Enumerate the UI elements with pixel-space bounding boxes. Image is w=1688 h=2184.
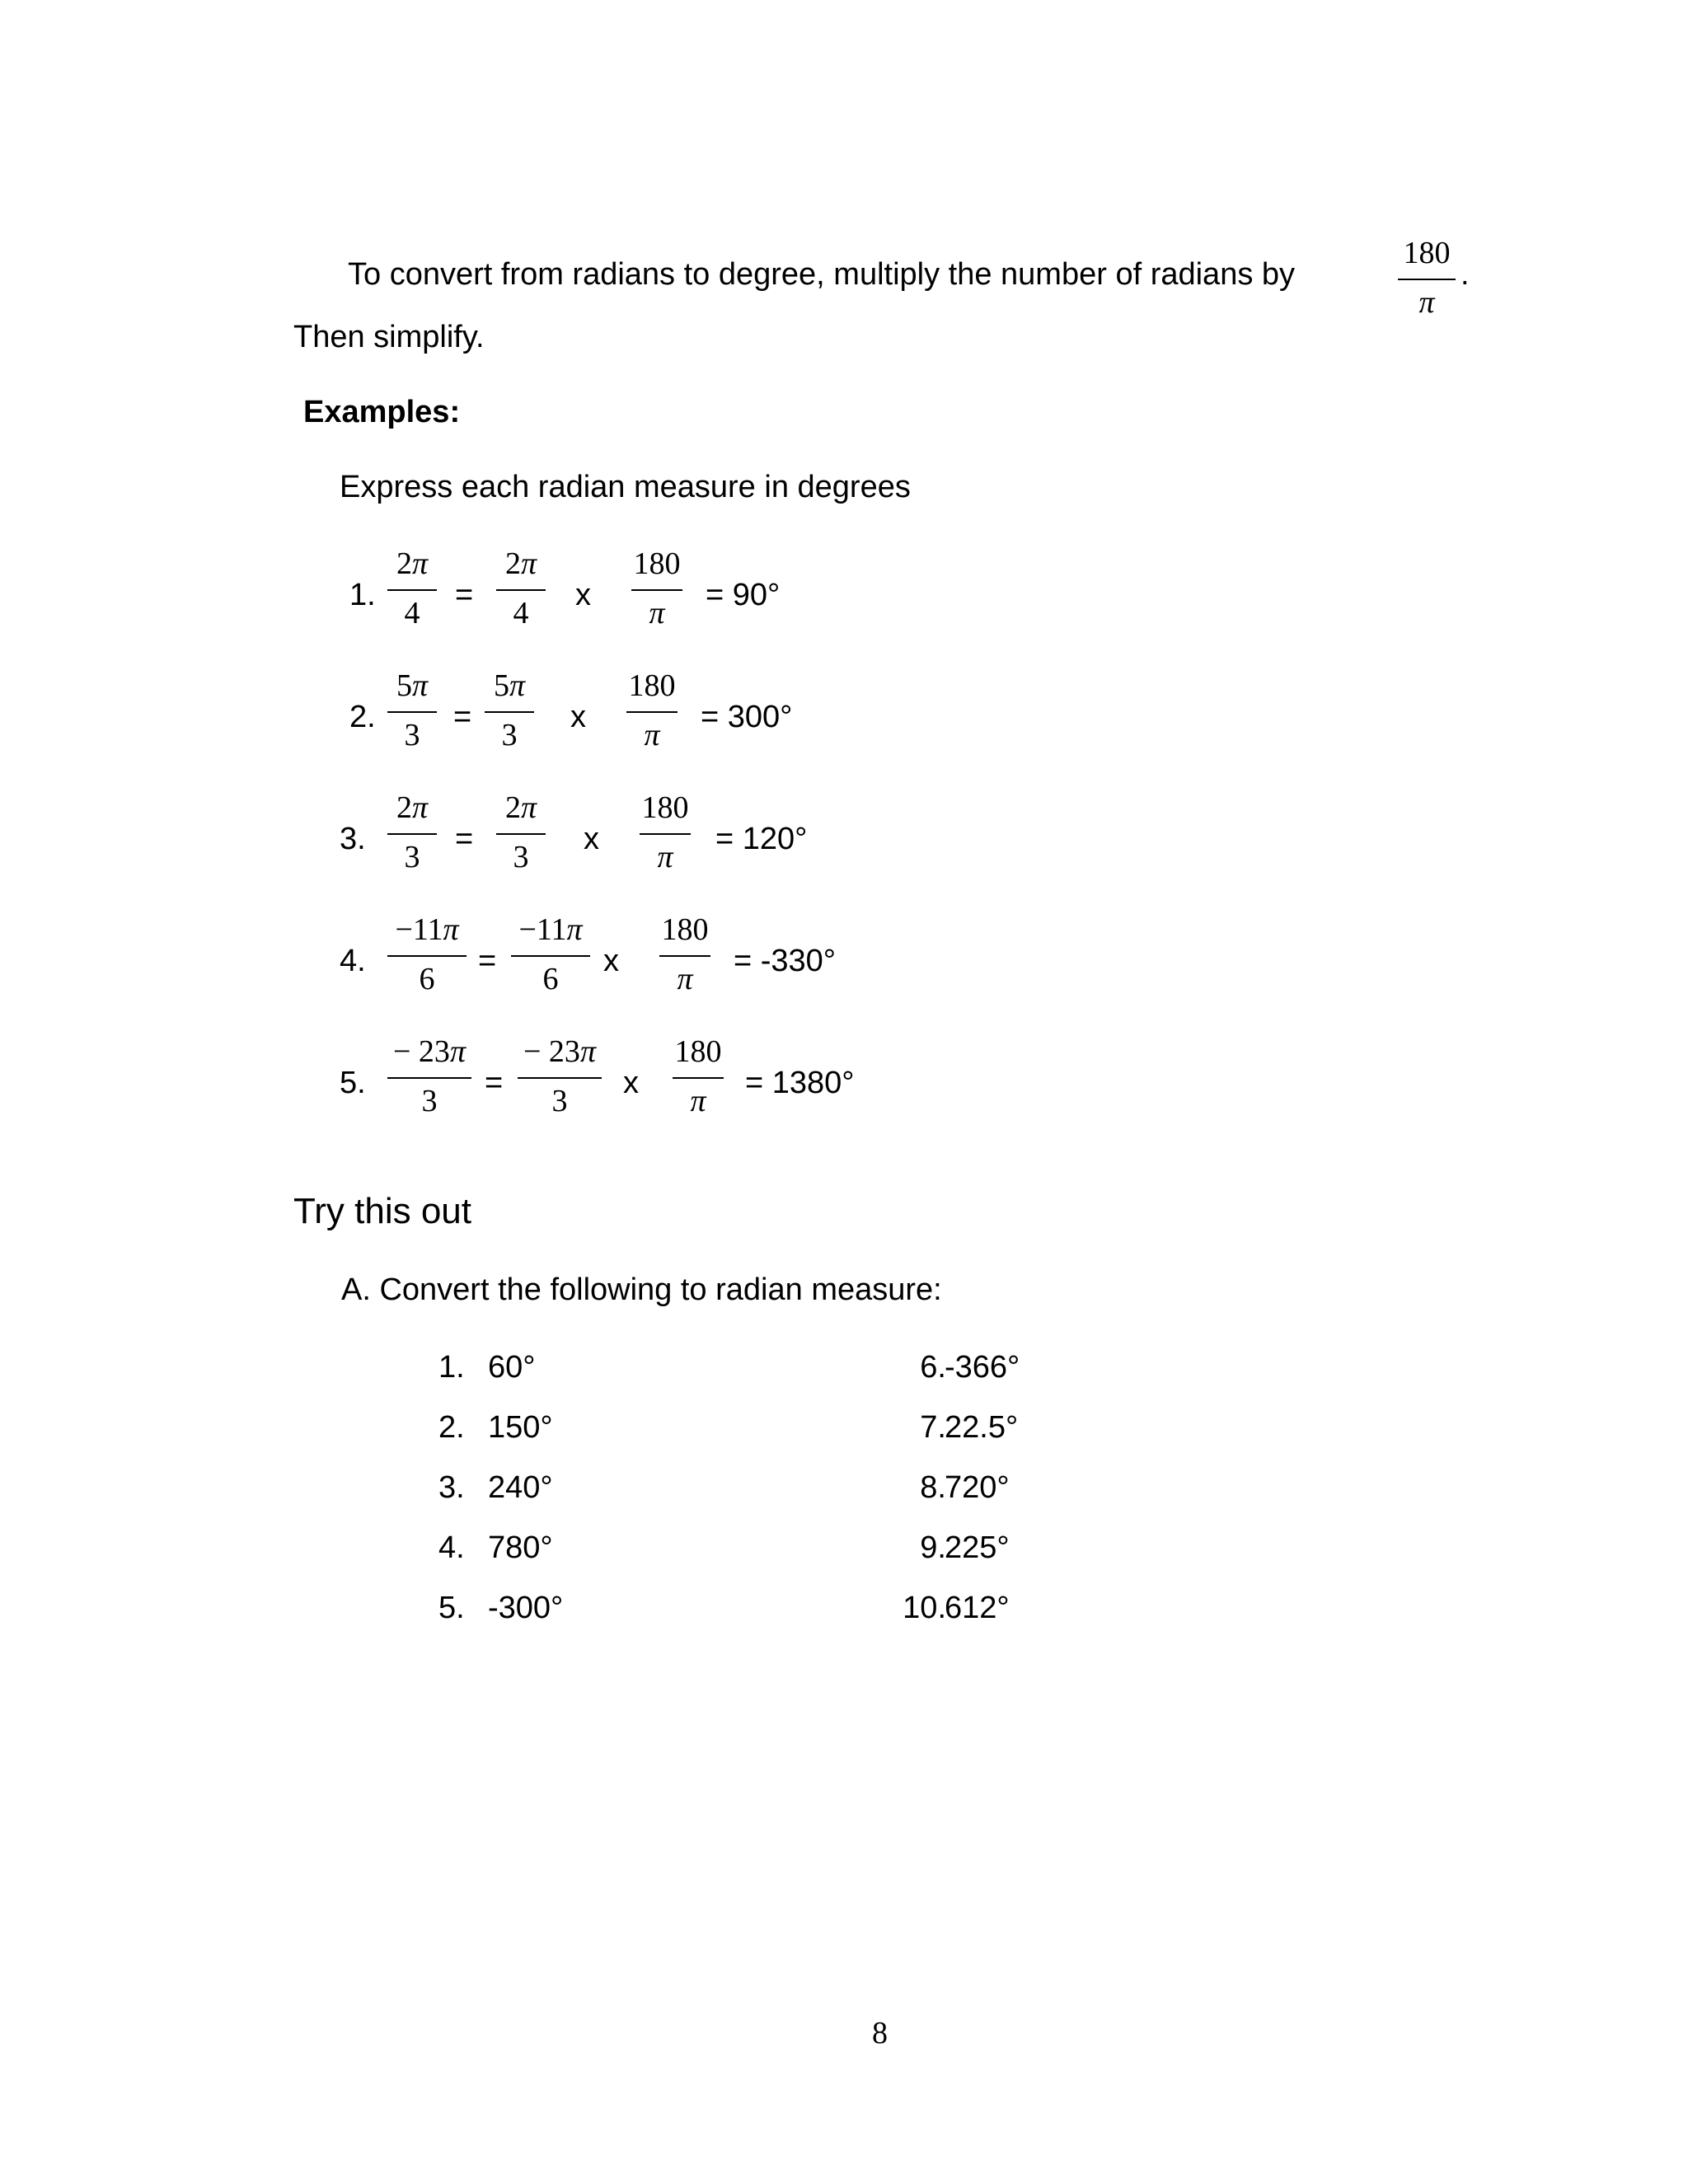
example-row [0,792,1688,891]
exercise-value: 22.5° [945,1410,1019,1445]
conversion-denominator: π [690,1084,706,1118]
rhs-denominator: 3 [513,840,529,874]
rhs-fraction [496,792,546,883]
exercise-value: 780° [488,1530,553,1565]
examples-heading: Examples: [303,395,461,429]
try-heading: Try this out [293,1191,471,1231]
times-sign: x [575,578,591,612]
equals-sign: = [478,944,497,978]
exercise-number: 10. [903,1591,946,1625]
conversion-fraction [673,1036,724,1127]
fraction-bar [387,833,437,835]
pi-symbol: π [411,546,429,581]
lhs-fraction [387,670,437,761]
fraction-bar [1398,279,1456,280]
rhs-numerator: 2 [504,790,521,825]
conversion-denominator: π [657,840,673,874]
conversion-numerator: 180 [628,668,676,703]
exercise-value: 60° [488,1350,536,1385]
times-sign: x [570,700,586,734]
pi-symbol: π [509,668,526,703]
exercise-value: 720° [945,1470,1010,1505]
exercise-number: 1. [438,1350,465,1385]
exercise-number: 5. [438,1591,465,1625]
conversion-denominator: π [649,596,665,630]
exercise-value: 150° [488,1410,553,1445]
equals-sign: = [455,822,474,856]
conversion-numerator: 180 [633,546,681,581]
example-number: 2. [349,700,376,734]
rhs-fraction [485,670,534,761]
fraction-bar [673,1077,724,1079]
example-result: = 300° [701,700,793,734]
lhs-denominator: 3 [421,1084,438,1118]
page-number: 8 [872,2016,888,2050]
intro-fraction-denominator: π [1418,285,1435,320]
pi-symbol: π [520,790,537,825]
example-result: = 120° [715,822,808,856]
lhs-numerator: 5 [396,668,412,703]
rhs-denominator: 3 [551,1084,568,1118]
example-number: 5. [340,1066,366,1100]
conversion-denominator: π [644,718,660,752]
lhs-numerator: 2 [396,546,412,581]
section-a-instruction: A. Convert the following to radian measure: [341,1272,942,1307]
lhs-fraction [387,792,437,883]
rhs-fraction [518,1036,602,1127]
equals-sign: = [453,700,472,734]
intro-fraction [1398,237,1456,328]
times-sign: x [603,944,619,978]
exercise-number: 9. [920,1530,946,1565]
examples-instruction: Express each radian measure in degrees [340,470,911,504]
lhs-denominator: 6 [419,962,435,996]
fraction-bar [511,955,590,957]
fraction-bar [626,711,678,713]
conversion-numerator: 180 [661,912,709,947]
conversion-numerator: 180 [641,790,689,825]
conversion-fraction [631,548,682,639]
rhs-denominator: 3 [501,718,518,752]
lhs-fraction [387,1036,471,1127]
lhs-denominator: 4 [404,596,420,630]
lhs-fraction [387,914,467,1005]
rhs-numerator: 5 [493,668,509,703]
times-sign: x [623,1066,639,1100]
fraction-bar [387,1077,471,1079]
fraction-bar [659,955,710,957]
exercise-number: 8. [920,1470,946,1505]
fraction-bar [496,589,546,591]
rhs-denominator: 6 [542,962,559,996]
conversion-denominator: π [677,962,693,996]
fraction-bar [387,589,437,591]
intro-period: . [1461,257,1470,292]
conversion-fraction [640,792,691,883]
conversion-fraction [626,670,678,761]
exercise-value: 240° [488,1470,553,1505]
example-row [0,670,1688,769]
rhs-fraction [496,548,546,639]
exercise-number: 7. [920,1410,946,1445]
fraction-bar [387,711,437,713]
exercise-value: 612° [945,1591,1010,1625]
example-row [0,1036,1688,1135]
equals-sign: = [455,578,474,612]
pi-symbol: π [566,912,583,947]
example-number: 1. [349,578,376,612]
times-sign: x [584,822,599,856]
pi-symbol: π [411,790,429,825]
exercise-number: 6. [920,1350,946,1385]
exercise-value: 225° [945,1530,1010,1565]
pi-symbol: π [443,912,459,947]
rhs-numerator: −11 [518,912,567,947]
fraction-bar [640,833,691,835]
pi-symbol: π [411,668,429,703]
exercise-number: 4. [438,1530,465,1565]
pi-symbol: π [579,1034,596,1069]
rhs-fraction [511,914,590,1005]
pi-symbol: π [520,546,537,581]
fraction-bar [387,955,467,957]
example-number: 4. [340,944,366,978]
equals-sign: = [485,1066,504,1100]
example-row [0,548,1688,647]
fraction-bar [518,1077,602,1079]
pi-symbol: π [449,1034,466,1069]
lhs-denominator: 3 [404,718,420,752]
rhs-numerator: − 23 [523,1034,580,1069]
lhs-numerator: 2 [396,790,412,825]
lhs-numerator: − 23 [393,1034,450,1069]
rhs-numerator: 2 [504,546,521,581]
intro-line-2: Then simplify. [293,320,485,354]
intro-line-1: To convert from radians to degree, multiply the number of radians by [348,257,1296,292]
example-result: = 1380° [745,1066,855,1100]
exercise-value: -366° [945,1350,1020,1385]
rhs-denominator: 4 [513,596,529,630]
intro-fraction-numerator: 180 [1403,236,1451,270]
example-result: = 90° [706,578,781,612]
fraction-bar [631,589,682,591]
lhs-numerator: −11 [395,912,443,947]
conversion-numerator: 180 [674,1034,722,1069]
fraction-bar [485,711,534,713]
conversion-fraction [659,914,710,1005]
lhs-denominator: 3 [404,840,420,874]
exercise-number: 2. [438,1410,465,1445]
exercise-number: 3. [438,1470,465,1505]
example-number: 3. [340,822,366,856]
lhs-fraction [387,548,437,639]
exercise-value: -300° [488,1591,564,1625]
example-result: = -330° [734,944,837,978]
example-row [0,914,1688,1013]
fraction-bar [496,833,546,835]
